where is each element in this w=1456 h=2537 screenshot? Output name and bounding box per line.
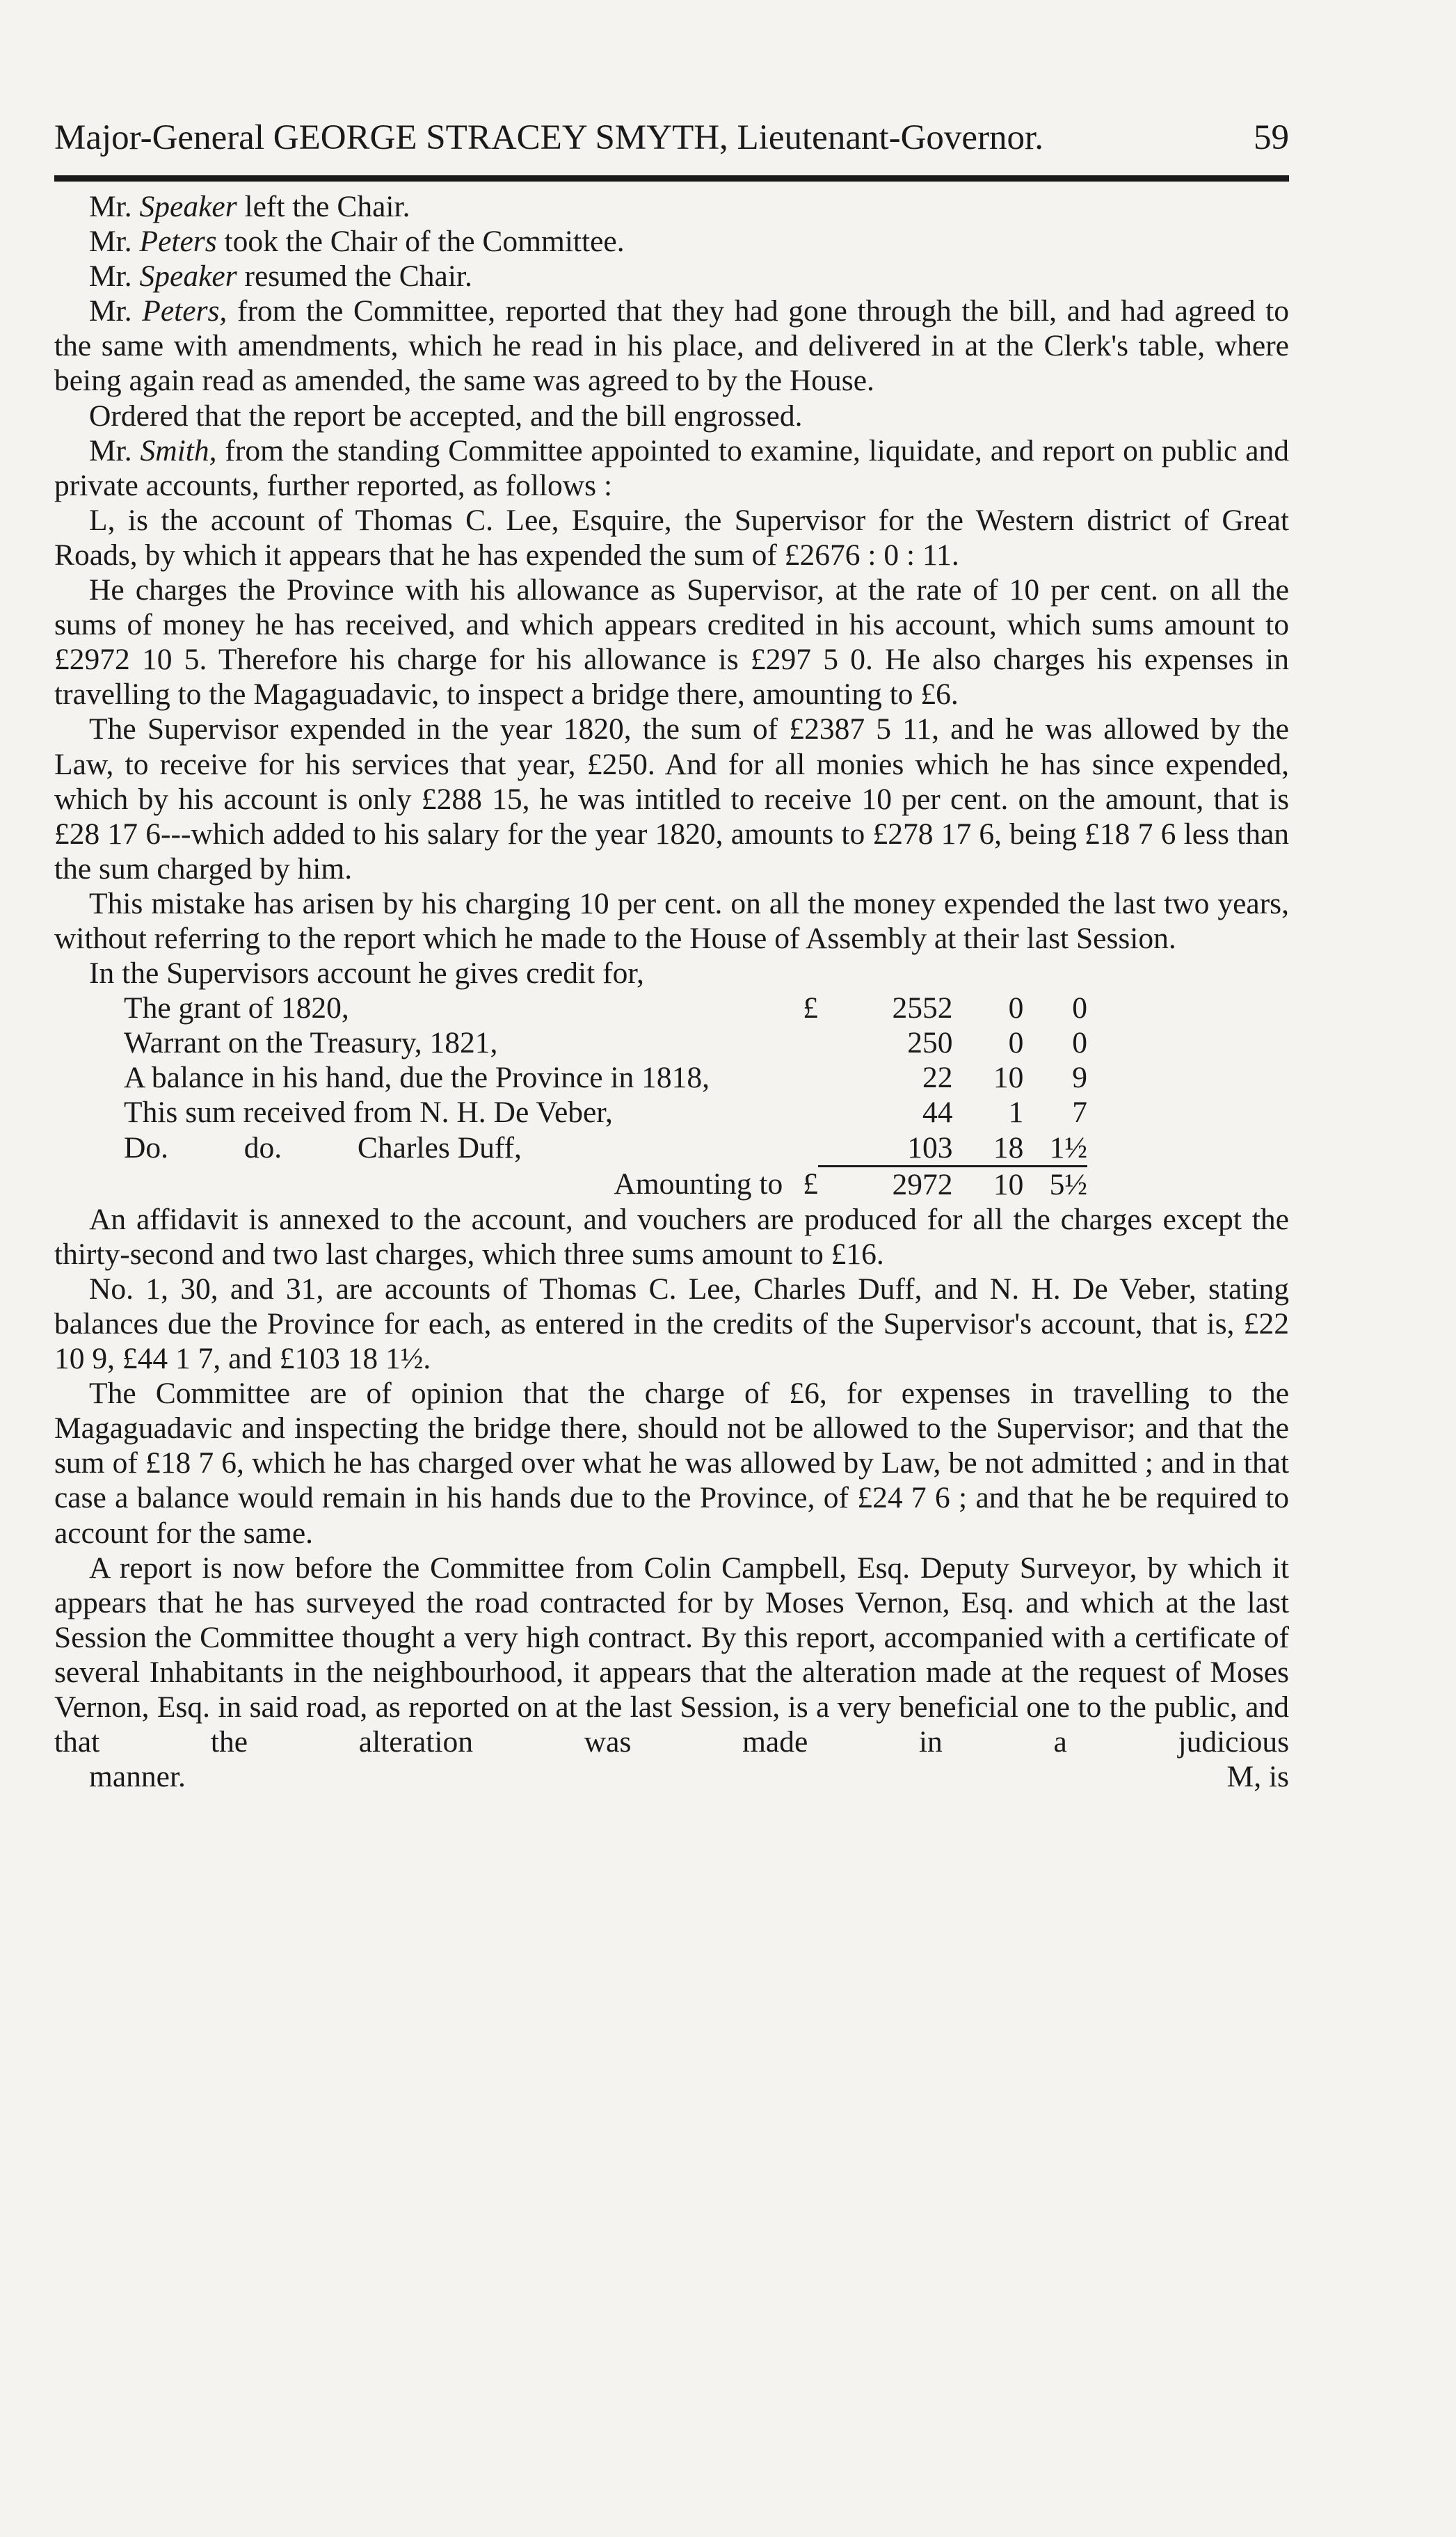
paragraph-peters-chair: Mr. Peters took the Chair of the Committee. (89, 225, 625, 259)
account-shillings: 0 (1008, 991, 1024, 1025)
header-rule (54, 175, 1289, 182)
paragraph-affidavit: An affidavit is annexed to the account, and vouchers are produced for all the charges except the thirty-second and two last charges, which three sums amount to £16. (54, 1202, 1289, 1271)
account-currency: £ (803, 1167, 818, 1201)
paragraph-end-line (54, 1759, 1289, 1794)
paragraph-credit-intro: In the Supervisors account he gives credit for, (89, 957, 644, 991)
account-shillings: 18 (993, 1130, 1024, 1165)
account-currency (790, 1130, 818, 1167)
account-label: This sum received from N. H. De Veber, (124, 1096, 613, 1130)
account-row (124, 1025, 1087, 1060)
header-title: Major-General GEORGE STRACEY SMYTH, Lieutenant-Governor. (54, 118, 1043, 157)
paragraph-deputy-surveyor: A report is now before the Committee from Colin Campbell, Esq. Deputy Surveyor, by which it appears that he has surveyed the road contracted for by Moses Vernon, Esq. and which at the last Session the Committee thought a very high contract. By this report, accompanied with a certificate of several Inhabitants in the neighbourhood, it appears that the alteration made at the request of Moses Vernon, Esq. in said road, as reported on at the last Session, is a very beneficial one to the public, and that the alteration was made in a judicious (54, 1551, 1289, 1759)
account-total-row (124, 1166, 1087, 1202)
account-shillings: 10 (952, 1166, 1023, 1202)
account-currency: £ (803, 991, 818, 1025)
account-shillings: 1 (1008, 1096, 1024, 1130)
paragraph-smith-report: Mr. Smith, from the standing Committee appointed to examine, liquidate, and report on public and private accounts, further reported, as follows : (54, 433, 1290, 502)
speaker-name: Speaker (139, 190, 237, 223)
account-currency (790, 1060, 818, 1095)
account-pounds: 44 (922, 1096, 953, 1130)
catchword: M, is (1226, 1760, 1289, 1794)
account-pounds: 250 (907, 1026, 953, 1060)
account-row (124, 1095, 1087, 1130)
account-pence: 0 (1072, 991, 1087, 1025)
account-shillings: 10 (993, 1061, 1024, 1095)
paragraph-end-word: manner. (89, 1760, 186, 1794)
account-row (124, 991, 1087, 1025)
account-currency (790, 1025, 818, 1060)
page-number: 59 (1254, 118, 1289, 157)
account-pence: 7 (1072, 1096, 1087, 1130)
account-pounds: 22 (922, 1061, 953, 1095)
paragraph-account-l: L, is the account of Thomas C. Lee, Esquire, the Supervisor for the Western district of Great Roads, by which it appears that he has expended the sum of £2676 : 0 : 11. (54, 503, 1289, 572)
paragraph-speaker-left: Mr. Speaker left the Chair. (89, 190, 410, 223)
paragraph-accounts-numbers: No. 1, 30, and 31, are accounts of Thomas C. Lee, Charles Duff, and N. H. De Veber, stating balances due the Province for each, as entered in the credits of the Supervisor's account, that is, £22 10 9, £44 1 7, and £103 18 1½. (54, 1272, 1289, 1376)
account-pence: 1½ (1049, 1130, 1087, 1165)
account-pence: 5½ (1023, 1166, 1087, 1202)
paragraph-committee-report: Mr. Peters, from the Committee, reported that they had gone through the bill, and had agreed to the same with amendments, which he read in his place, and delivered in at the Clerk's table, where being again read as amended, the same was agreed to by the House. (54, 294, 1290, 398)
account-pounds: 2972 (818, 1166, 952, 1202)
account-currency (790, 1095, 818, 1130)
running-header (54, 117, 1289, 159)
account-table (124, 991, 1087, 1202)
paragraph-ordered: Ordered that the report be accepted, and the bill engrossed. (89, 399, 803, 433)
account-pounds: 2552 (892, 991, 953, 1025)
account-pence: 0 (1072, 1026, 1087, 1060)
paragraph-expended-1820: The Supervisor expended in the year 1820, the sum of £2387 5 11, and he was allowed by the Law, to receive for his services that year, £250. And for all monies which he has since expended, which by his account is only £288 15, he was intitled to receive 10 per cent. on the amount, that is £28 17 6---which added to his salary for the year 1820, amounts to £278 17 6, being £18 7 6 less than the sum charged by him. (54, 712, 1289, 886)
account-label: Amounting to (614, 1167, 783, 1201)
account-label: The grant of 1820, (124, 991, 349, 1025)
account-pence: 9 (1072, 1061, 1087, 1095)
paragraph-committee-opinion: The Committee are of opinion that the charge of £6, for expenses in travelling to the Magaguadavic and inspecting the bridge there, should not be allowed to the Supervisor; and that the sum of £18 7 6, which he has charged over what he was allowed by Law, be not admitted ; and in that case a balance would remain in his hands due to the Province, of £24 7 6 ; and that he be required to account for the same. (54, 1377, 1289, 1550)
account-shillings: 0 (1008, 1026, 1024, 1060)
account-label: A balance in his hand, due the Province in 1818, (124, 1061, 710, 1095)
account-row (124, 1060, 1087, 1095)
account-label: Warrant on the Treasury, 1821, (124, 1026, 498, 1060)
paragraph-mistake: This mistake has arisen by his charging 10 per cent. on all the money expended the last two years, without referring to the report which he made to the House of Assembly at their last Session. (54, 886, 1289, 955)
paragraph-charges: He charges the Province with his allowance as Supervisor, at the rate of 10 per cent. on all the sums of money he has received, and which appears credited in his account, which sums amount to £2972 10 5. Therefore his charge for his allowance is £297 5 0. He also charges his expenses in travelling to the Magaguadavic, to inspect a bridge there, amounting to £6. (54, 573, 1289, 712)
account-label: Do. do. Charles Duff, (124, 1131, 522, 1165)
account-row (124, 1130, 1087, 1167)
paragraph-speaker-resumed: Mr. Speaker resumed the Chair. (89, 259, 472, 294)
document-body (54, 189, 1289, 1794)
account-pounds: 103 (907, 1130, 953, 1165)
